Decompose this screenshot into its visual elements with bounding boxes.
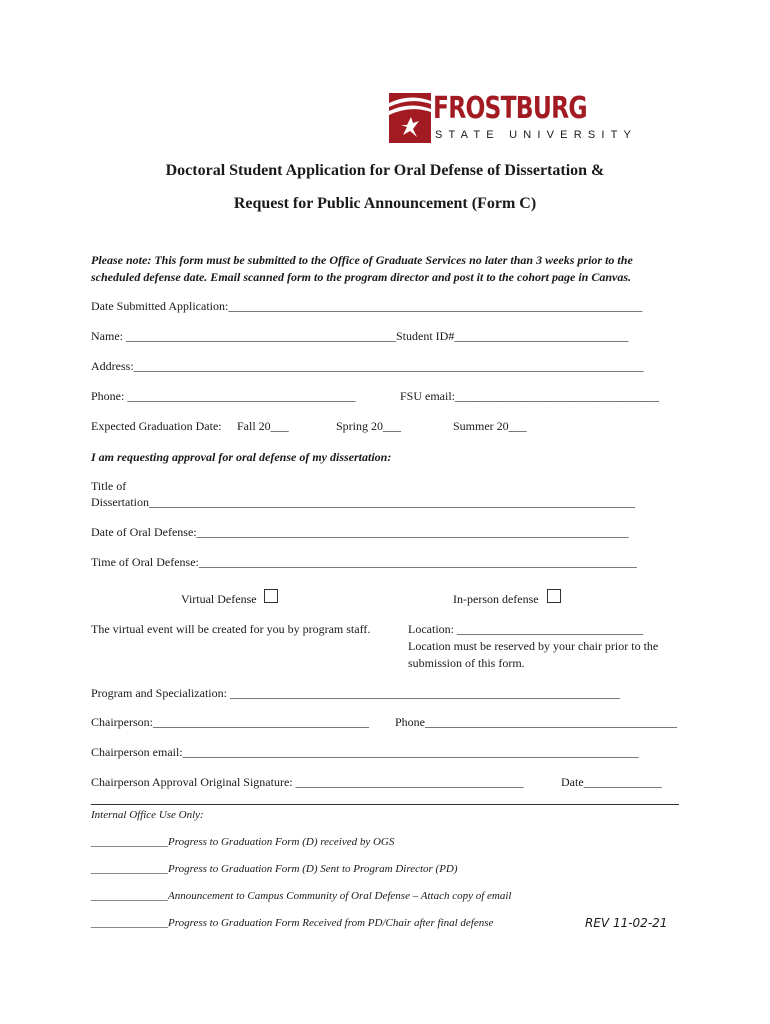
- form-title-line1: Doctoral Student Application for Oral Defense of Dissertation &: [165, 162, 605, 179]
- grad-spring-option[interactable]: Spring 20___: [336, 419, 402, 433]
- grad-summer-option[interactable]: Summer 20___: [453, 419, 527, 433]
- location-note-line1: Location must be reserved by your chair prior to the: [408, 639, 659, 653]
- logo-wordmark: FROSTBURG: [433, 91, 587, 126]
- grad-fall-option[interactable]: Fall 20___: [237, 419, 289, 433]
- virtual-event-note: The virtual event will be created for you by program staff.: [91, 622, 371, 636]
- location-field[interactable]: Location: _______________________________: [408, 622, 643, 636]
- date-submitted-field[interactable]: Date Submitted Application:_____________________________________________________________________: [91, 299, 643, 313]
- chairperson-phone-field[interactable]: Phone__________________________________________: [395, 715, 677, 729]
- logo-subtitle: STATE UNIVERSITY: [435, 129, 638, 141]
- office-item-2[interactable]: ______________Progress to Graduation Form (D) Sent to Program Director (PD): [91, 863, 458, 875]
- office-item-3[interactable]: ______________Announcement to Campus Community of Oral Defense – Attach copy of email: [91, 890, 512, 902]
- chairperson-email-field[interactable]: Chairperson email:____________________________________________________________________________: [91, 745, 639, 759]
- submission-note-line2: scheduled defense date. Email scanned form to the program director and post it to the cohort page in Canvas.: [91, 270, 632, 284]
- virtual-defense-checkbox[interactable]: [264, 589, 278, 603]
- office-use-divider: [91, 804, 679, 805]
- frostburg-logo: [389, 91, 638, 145]
- location-note-line2: submission of this form.: [408, 656, 525, 670]
- title-of-label: Title of: [91, 479, 127, 493]
- revision-label: REV 11-02-21: [585, 916, 668, 930]
- phone-field[interactable]: Phone: ______________________________________: [91, 389, 356, 403]
- frostburg-emblem-icon: [389, 93, 431, 143]
- office-item-1[interactable]: ______________Progress to Graduation Form (D) received by OGS: [91, 836, 395, 848]
- chair-signature-field[interactable]: Chairperson Approval Original Signature: ______________________________________: [91, 775, 524, 789]
- inperson-defense-checkbox[interactable]: [547, 589, 561, 603]
- chairperson-field[interactable]: Chairperson:____________________________________: [91, 715, 369, 729]
- form-title-line2: Request for Public Announcement (Form C): [233, 195, 537, 212]
- submission-note-line1: Please note: This form must be submitted to the Office of Graduate Services no later than 3 weeks prior to the: [91, 253, 633, 267]
- office-use-heading: Internal Office Use Only:: [91, 809, 204, 821]
- inperson-defense-label: In-person defense: [453, 592, 539, 606]
- virtual-defense-label: Virtual Defense: [181, 592, 257, 606]
- fsu-email-field[interactable]: FSU email:__________________________________: [400, 389, 660, 403]
- name-student-id-field[interactable]: Name: _____________________________________________Student ID#_____________________________: [91, 329, 629, 343]
- dissertation-title-field[interactable]: Dissertation_________________________________________________________________________________: [91, 495, 635, 509]
- request-heading: I am requesting approval for oral defense of my dissertation:: [91, 450, 392, 464]
- office-item-4[interactable]: ______________Progress to Graduation Form Received from PD/Chair after final defense: [91, 917, 494, 929]
- address-field[interactable]: Address:_____________________________________________________________________________________: [91, 359, 644, 373]
- signature-date-field[interactable]: Date_____________: [561, 775, 662, 789]
- program-specialization-field[interactable]: Program and Specialization: _________________________________________________________________: [91, 686, 620, 700]
- grad-date-label: Expected Graduation Date:: [91, 419, 222, 433]
- defense-date-field[interactable]: Date of Oral Defense:________________________________________________________________________: [91, 525, 629, 539]
- defense-time-field[interactable]: Time of Oral Defense:_________________________________________________________________________: [91, 555, 637, 569]
